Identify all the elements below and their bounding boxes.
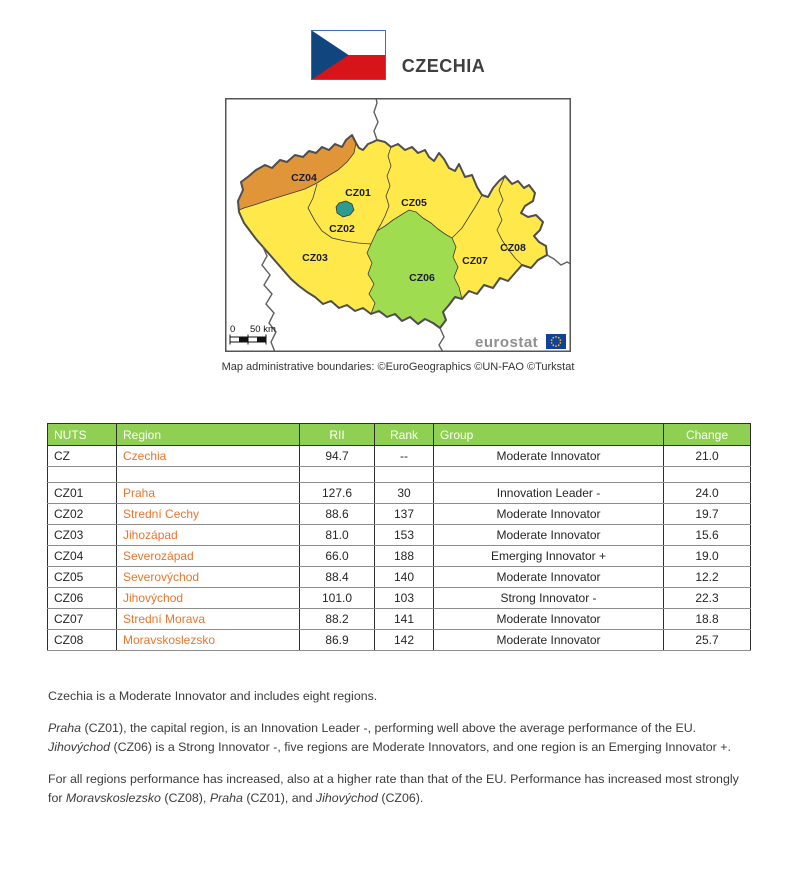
regions-table [47, 423, 751, 651]
map-region-label-cz07: CZ07 [462, 255, 488, 267]
table-cell: Strední Cechy [117, 504, 300, 525]
region-name-italic: Jihovýchod [48, 740, 110, 754]
table-cell [117, 467, 300, 483]
table-cell: Praha [117, 483, 300, 504]
country-header [0, 30, 796, 80]
column-header-nuts: NUTS [48, 424, 117, 446]
text-segment: (CZ01), the capital region, is an Innovation Leader -, performing well above the average performance of the EU. [81, 721, 697, 735]
table-header-row [48, 424, 751, 446]
table-cell: 19.7 [664, 504, 751, 525]
table-cell: 22.3 [664, 588, 751, 609]
table-cell: 88.4 [300, 567, 375, 588]
table-cell: 101.0 [300, 588, 375, 609]
table-cell: Moderate Innovator [434, 504, 664, 525]
table-cell: Jihozápad [117, 525, 300, 546]
column-header-rank: Rank [375, 424, 434, 446]
column-header-region: Region [117, 424, 300, 446]
table-cell: Moderate Innovator [434, 567, 664, 588]
table-cell: CZ03 [48, 525, 117, 546]
table-cell: CZ08 [48, 630, 117, 651]
region-name-italic: Praha [209, 791, 243, 805]
text-segment: For all regions performance has increased, also at a higher rate than that of the EU. Performance has increased most strongly for [48, 772, 739, 805]
table-cell: Moderate Innovator [434, 446, 664, 467]
table-cell: Czechia [117, 446, 300, 467]
table-cell: CZ01 [48, 483, 117, 504]
table-cell: 12.2 [664, 567, 751, 588]
text-segment: (CZ01), and [242, 791, 316, 805]
table-cell: 140 [375, 567, 434, 588]
region-name-italic: Jihovýchod [315, 791, 378, 805]
text-segment: (CZ06). [377, 791, 424, 805]
svg-text:eurostat: eurostat [475, 334, 539, 351]
map-region-label-cz08: CZ08 [500, 242, 526, 254]
table-cell: 153 [375, 525, 434, 546]
text-segment: Czechia is a Moderate Innovator and includes eight regions. [48, 689, 378, 703]
table-row [48, 567, 751, 588]
table-row [48, 588, 751, 609]
table-row [48, 630, 751, 651]
map-region-label-cz02: CZ02 [329, 223, 355, 235]
table-cell: CZ07 [48, 609, 117, 630]
table-cell: 18.8 [664, 609, 751, 630]
paragraph [48, 719, 748, 757]
table-cell: Jihovýchod [117, 588, 300, 609]
table-cell: 25.7 [664, 630, 751, 651]
map-caption: Map administrative boundaries: ©EuroGeographics ©UN-FAO ©Turkstat [221, 361, 575, 373]
table-cell: Emerging Innovator + [434, 546, 664, 567]
text-segment: (CZ06) is a Strong Innovator -, five regions are Moderate Innovators, and one region is an Emerging Innovator +. [110, 740, 731, 754]
table-spacer-row [48, 467, 751, 483]
svg-text:50 km: 50 km [250, 324, 276, 335]
table-cell: 24.0 [664, 483, 751, 504]
map-region-label-cz01: CZ01 [345, 187, 371, 199]
table-cell: 94.7 [300, 446, 375, 467]
table-cell: Strední Morava [117, 609, 300, 630]
czech-flag-icon [311, 30, 386, 80]
table-cell: 15.6 [664, 525, 751, 546]
table-cell: 88.2 [300, 609, 375, 630]
czechia-map [225, 98, 571, 352]
region-name-italic: Moravskoslezsko [65, 791, 161, 805]
table-cell: CZ [48, 446, 117, 467]
table-cell [664, 467, 751, 483]
paragraph [48, 687, 748, 706]
text-segment: (CZ08), [160, 791, 210, 805]
report-page [0, 30, 796, 808]
table-cell: CZ06 [48, 588, 117, 609]
table-row [48, 546, 751, 567]
region-name-italic: Praha [48, 721, 82, 735]
table-row [48, 446, 751, 467]
map-region-label-cz06: CZ06 [409, 272, 435, 284]
table-cell: 188 [375, 546, 434, 567]
table-cell: CZ04 [48, 546, 117, 567]
table-cell: 21.0 [664, 446, 751, 467]
summary-text [48, 687, 748, 808]
table-cell: 137 [375, 504, 434, 525]
table-cell: 88.6 [300, 504, 375, 525]
table-cell: CZ02 [48, 504, 117, 525]
table-cell: 141 [375, 609, 434, 630]
map-region-label-cz05: CZ05 [401, 197, 427, 209]
column-header-rii: RII [300, 424, 375, 446]
table-cell [375, 467, 434, 483]
page-title: CZECHIA [401, 56, 486, 76]
table-cell: Moravskoslezsko [117, 630, 300, 651]
table-row [48, 609, 751, 630]
table-row [48, 525, 751, 546]
table-cell: 19.0 [664, 546, 751, 567]
table-row [48, 483, 751, 504]
table-cell [434, 467, 664, 483]
table-cell: -- [375, 446, 434, 467]
table-row [48, 504, 751, 525]
map-region-label-cz04: CZ04 [291, 172, 317, 184]
eurostat-logo [467, 330, 570, 351]
table-cell: 127.6 [300, 483, 375, 504]
column-header-change: Change [664, 424, 751, 446]
table-cell: Innovation Leader - [434, 483, 664, 504]
column-header-group: Group [434, 424, 664, 446]
map-frame [225, 98, 571, 352]
table-cell: Severovýchod [117, 567, 300, 588]
table-cell: Severozápad [117, 546, 300, 567]
table-cell: Moderate Innovator [434, 609, 664, 630]
table-cell: 30 [375, 483, 434, 504]
table-cell: 103 [375, 588, 434, 609]
table-cell: Strong Innovator - [434, 588, 664, 609]
map-region-label-cz03: CZ03 [302, 252, 328, 264]
table-cell: 81.0 [300, 525, 375, 546]
table-cell: CZ05 [48, 567, 117, 588]
table-cell: Moderate Innovator [434, 630, 664, 651]
table-cell [48, 467, 117, 483]
table-cell: 86.9 [300, 630, 375, 651]
table-cell: 66.0 [300, 546, 375, 567]
paragraph [48, 770, 748, 808]
svg-text:0: 0 [230, 324, 236, 335]
table-cell: Moderate Innovator [434, 525, 664, 546]
table-cell: 142 [375, 630, 434, 651]
table-cell [300, 467, 375, 483]
